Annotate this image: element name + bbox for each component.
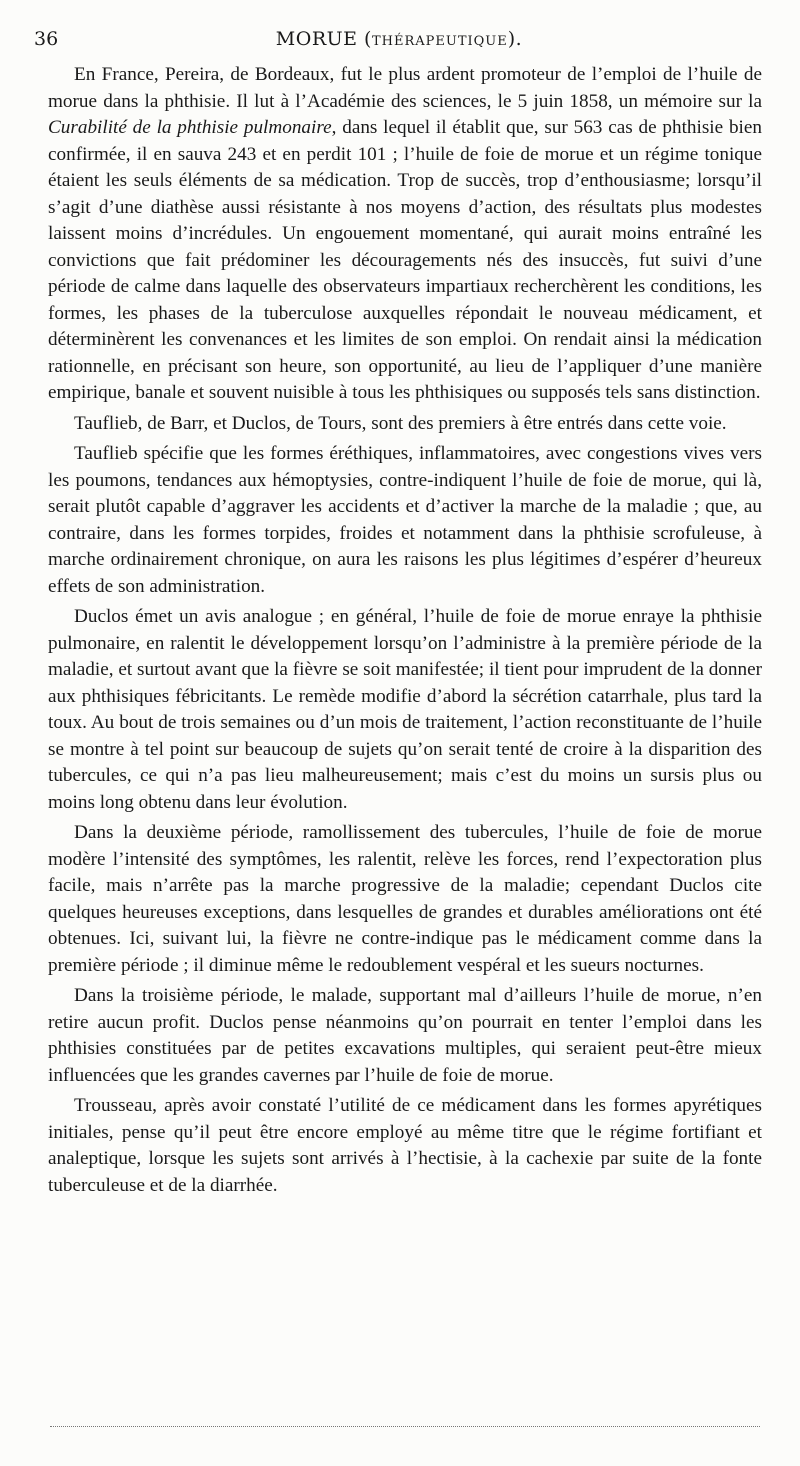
paragraph-pereira: [48, 62, 762, 407]
memoir-title: Curabilité de la phthisie pulmonaire: [48, 117, 332, 138]
paragraph-trousseau: Trousseau, après avoir constaté l’utilité de ce médicament dans les formes apyrétiques initiales, pense qu’il peut être encore employé au même titre que le régime fortifiant et analeptique, lorsque les sujets sont arrivés à l’hectisie, à la cachexie par suite de la fonte tuberculeuse et de la diarrhée.: [48, 1095, 762, 1196]
running-title-main: MORUE (: [275, 28, 372, 50]
page-header: [34, 28, 764, 54]
paragraph-third-period: Dans la troisième période, le malade, supportant mal d’ailleurs l’huile de morue, n’en retire aucun profit. Duclos pense néanmoins qu’on pourrait en tenter l’emploi dans les phthisies constituées par de petites excavations multiples, qui seraient peut-être mieux influencées que les grandes cavernes par l’huile de foie de morue.: [48, 985, 762, 1086]
running-title-subject: THÉRAPEUTIQUE: [371, 34, 508, 49]
paragraph-tauflieb-duclos: Tauflieb, de Barr, et Duclos, de Tours, sont des premiers à être entrés dans cette voie.: [74, 412, 727, 434]
running-title-end: ).: [507, 28, 523, 50]
page-number: 36: [34, 28, 59, 50]
paragraph-second-period: Dans la deuxième période, ramollissement des tubercules, l’huile de foie de morue modère l’intensité des symptômes, les ralentit, relève les forces, rend l’expectoration plus facile, mais n’arrête pas la marche progressive de la maladie; cependant Duclos cite quelques heureuses exceptions, dans lesquelles de grandes et durables améliorations ont été obtenues. Ici, suivant lui, la fièvre ne contre-indique pas le médicament comme dans la première période ; il diminue même le redoublement vespéral et les sueurs nocturnes.: [48, 822, 762, 976]
paragraph-text: , dans lequel il établit que, sur 563 cas de phthisie bien confirmée, il en sauva 243 et en perdit 101 ; l’huile de foie de morue et un régime tonique étaient les seuls éléments de sa médication. Trop de succès, trop d’enthousiasme; lorsqu’il s’agit d’une diathèse aussi résistante à nos moyens d’action, des résultats plus modestes laissent moins d’incrédules. Un engouement momentané, qui aurait moins entraîné les convictions que fait prédominer les découragements nés des insuccès, fut suivi d’une période de calme dans laquelle des observateurs impartiaux recherchèrent les conditions, les formes, les phases de la tuberculose auxquelles répondait le nouveau médicament, et déterminèrent les convenances et les limites de son emploi. On rendait ainsi la médication rationnelle, en précisant son heure, son opportunité, au lieu de l’appliquer d’une manière empirique, banale et souvent nuisible à tous les phthisiques ou supposés tels sans distinction.: [48, 117, 762, 403]
footer-dotted-rule: [50, 1426, 760, 1427]
paragraph-text: En France, Pereira, de Bordeaux, fut le plus ardent promoteur de l’emploi de l’huile de morue dans la phthisie. Il lut à l’Académie des sciences, le 5 juin 1858, un mémoire sur la: [48, 64, 762, 112]
paragraph-tauflieb: Tauflieb spécifie que les formes éréthiques, inflammatoires, avec congestions vives vers les poumons, tendances aux hémoptysies, contre-indiquent l’huile de foie de morue, qui là, serait plutôt capable d’aggraver les accidents et d’activer la marche de la maladie ; que, au contraire, dans les formes torpides, froides et notamment dans la phthisie scrofuleuse, à marche ordinairement chronique, on aura les raisons les plus légitimes d’espérer d’heureux effets de son administration.: [48, 443, 762, 597]
body-text: [48, 62, 762, 1203]
paragraph-duclos: Duclos émet un avis analogue ; en général, l’huile de foie de morue enraye la phthisie pulmonaire, en ralentit le développement lorsqu’on l’administre à la première période de la maladie, et surtout avant que la fièvre se soit manifestée; il tient pour imprudent de la donner aux phthisiques fébricitants. Le remède modifie d’abord la sécrétion catarrhale, plus tard la toux. Au bout de trois semaines ou d’un mois de traitement, l’action reconstituante de l’huile se montre à tel point sur beaucoup de sujets qu’on serait tenté de croire à la disparition des tubercules, ce qui n’a pas lieu malheureusement; mais c’est du moins un sursis plus ou moins long obtenu dans leur évolution.: [48, 606, 762, 813]
running-title: [34, 28, 764, 50]
